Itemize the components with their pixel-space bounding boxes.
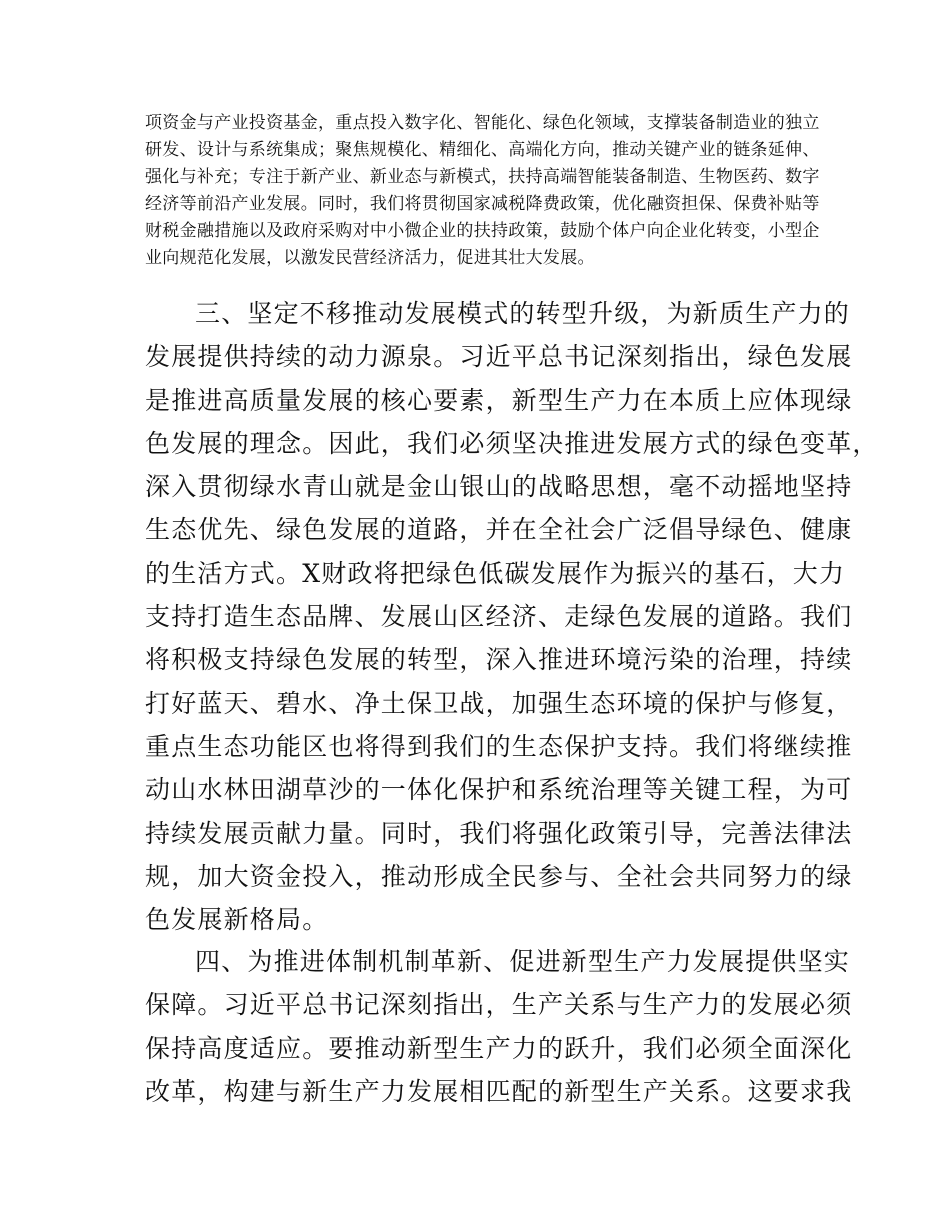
text-line: 保障。习近平总书记深刻指出，生产关系与生产力的发展必须 — [145, 990, 853, 1020]
text-line: 业向规范化发展，以激发民营经济活力，促进其壮大发展。 — [145, 248, 595, 268]
text-line: 色发展的理念。因此，我们必须坚决推进发展方式的绿色变革， — [145, 428, 879, 458]
text-line: 打好蓝天、碧水、净土保卫战，加强生态环境的保护与修复， — [145, 688, 853, 718]
text-line: 项资金与产业投资基金，重点投入数字化、智能化、绿色化领域，支撑装备制造业的独立 — [145, 113, 820, 133]
text-line: 规，加大资金投入，推动形成全民参与、全社会共同努力的绿 — [145, 861, 853, 891]
text-line: 改革，构建与新生产力发展相匹配的新型生产关系。这要求我 — [145, 1076, 853, 1106]
text-line: 强化与补充；专注于新产业、新业态与新模式，扶持高端智能装备制造、生物医药、数字 — [145, 167, 820, 187]
paragraph-four — [145, 940, 853, 1113]
text-line: 保持高度适应。要推动新型生产力的跃升，我们必须全面深化 — [145, 1033, 853, 1063]
text-line: 动山水林田湖草沙的一体化保护和系统治理等关键工程，为可 — [145, 775, 853, 805]
text-line: 持续发展贡献力量。同时，我们将强化政策引导，完善法律法 — [145, 818, 853, 848]
paragraph-three — [145, 292, 879, 941]
text-line: 经济等前沿产业发展。同时，我们将贯彻国家减税降费政策，优化融资担保、保费补贴等 — [145, 194, 820, 214]
text-line: 财税金融措施以及政府采购对中小微企业的扶持政策，鼓励个体户向企业化转变，小型企 — [145, 221, 820, 241]
text-line: 是推进高质量发展的核心要素，新型生产力在本质上应体现绿 — [145, 385, 853, 415]
text-line: 研发、设计与系统集成；聚焦规模化、精细化、高端化方向，推动关键产业的链条延伸、 — [145, 140, 820, 160]
text-line: 的生活方式。X财政将把绿色低碳发展作为振兴的基石，大力 — [145, 558, 846, 588]
text-line: 深入贯彻绿水青山就是金山银山的战略思想，毫不动摇地坚持 — [145, 472, 853, 502]
text-line: 四、为推进体制机制革新、促进新型生产力发展提供坚实 — [195, 947, 851, 976]
paragraph-continued — [145, 110, 820, 272]
text-line: 三、坚定不移推动发展模式的转型升级，为新质生产力的 — [195, 299, 851, 328]
text-line: 将积极支持绿色发展的转型，深入推进环境污染的治理，持续 — [145, 645, 853, 675]
text-line: 生态优先、绿色发展的道路，并在全社会广泛倡导绿色、健康 — [145, 515, 853, 545]
text-line: 支持打造生态品牌、发展山区经济、走绿色发展的道路。我们 — [145, 602, 853, 632]
text-line: 重点生态功能区也将得到我们的生态保护支持。我们将继续推 — [145, 731, 853, 761]
text-line: 色发展新格局。 — [145, 905, 329, 935]
text-line: 发展提供持续的动力源泉。习近平总书记深刻指出，绿色发展 — [145, 342, 853, 372]
